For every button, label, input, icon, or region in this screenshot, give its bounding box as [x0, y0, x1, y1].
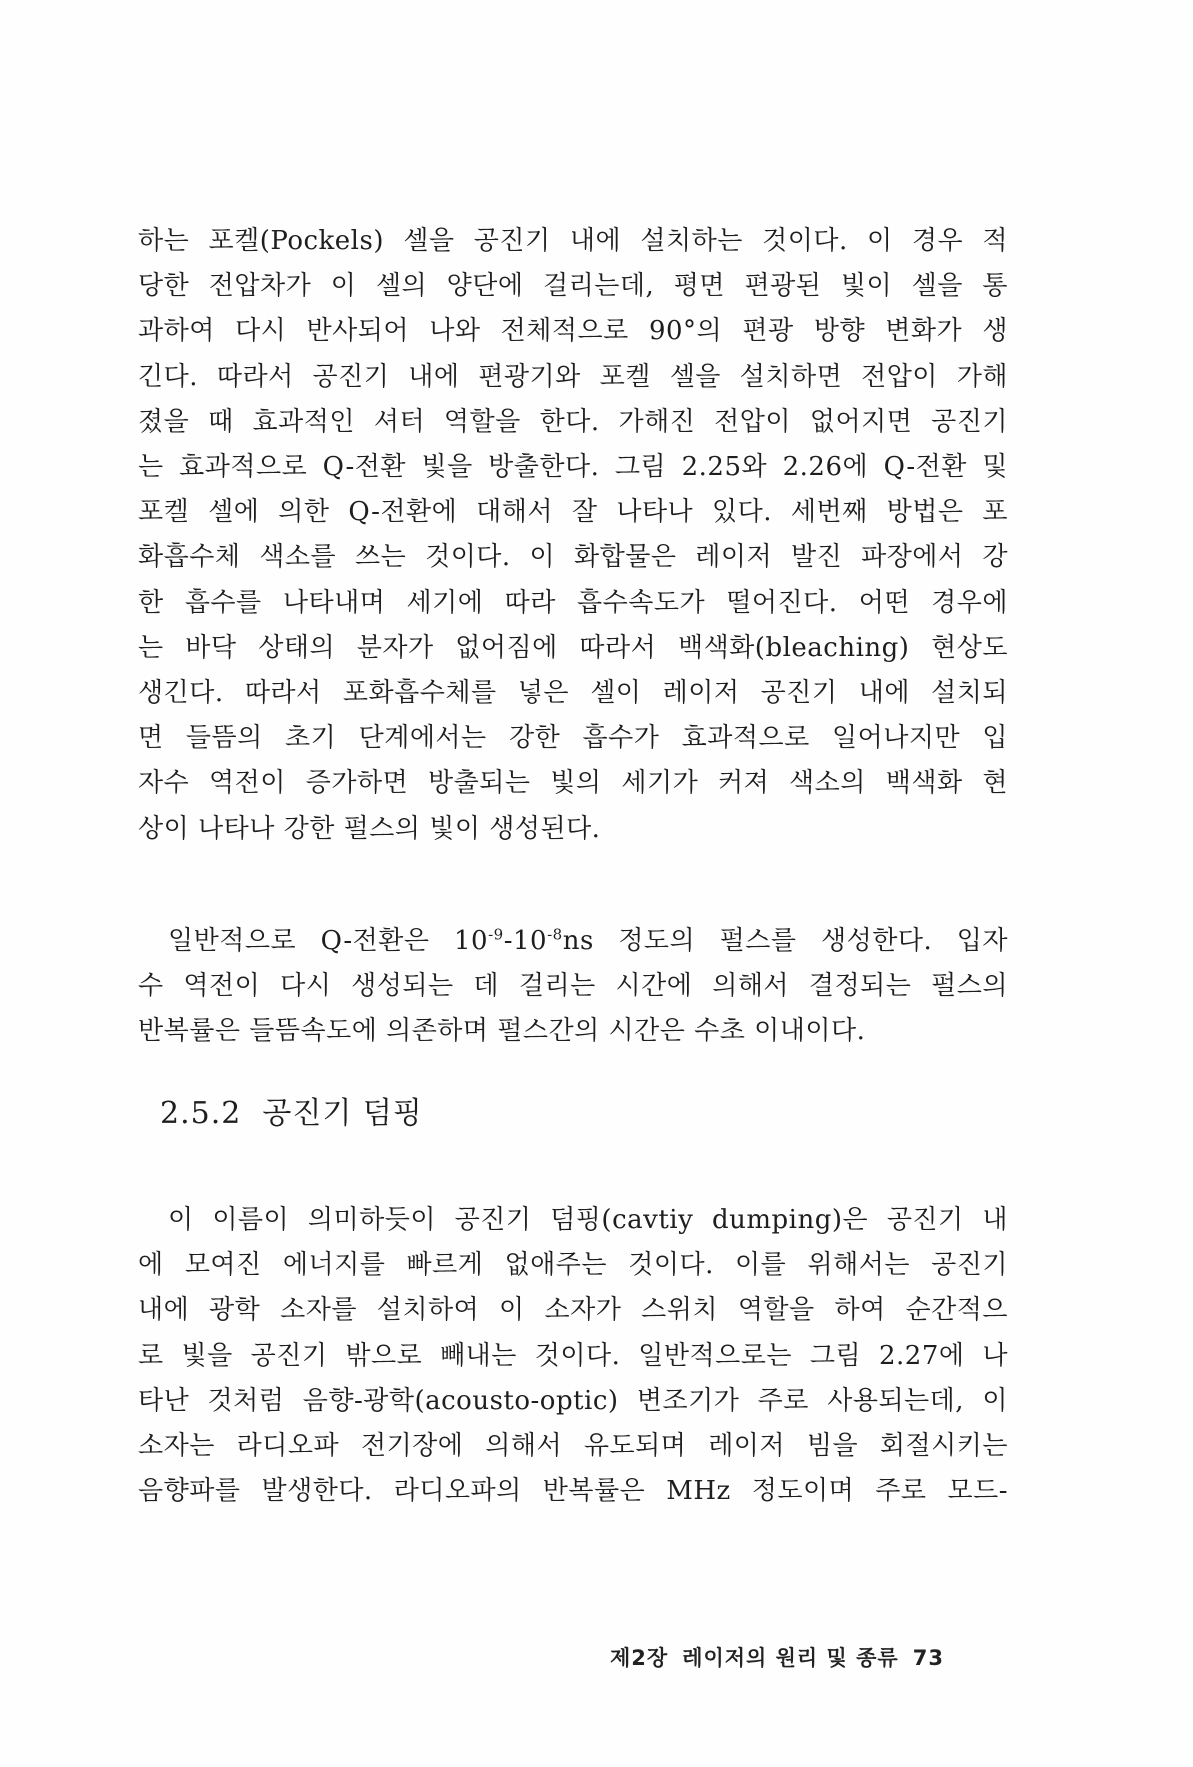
text-line: 로 빛을 공진기 밖으로 빼내는 것이다. 일반적으로는 그림 2.27에 나 [138, 1340, 1008, 1371]
exponent: -8 [547, 925, 563, 944]
chapter-label: 제2장 [610, 1646, 669, 1670]
exponent: -9 [488, 925, 504, 944]
text-line: 면 들뜸의 초기 단계에서는 강한 흡수가 효과적으로 일어나지만 입 [138, 723, 1008, 754]
page-number: 73 [912, 1646, 944, 1670]
paragraph-q-switch-pulse [138, 919, 1008, 1055]
text-line-with-exponents [138, 919, 1008, 964]
text-line: 한 흡수를 나타내며 세기에 따라 흡수속도가 떨어진다. 어떤 경우에 [138, 587, 1008, 618]
text-line: 긴다. 따라서 공진기 내에 편광기와 포켈 셀을 설치하면 전압이 가해 [138, 361, 1008, 392]
text-line: 자수 역전이 증가하면 방출되는 빛의 세기가 커져 색소의 백색화 현 [138, 768, 1008, 799]
section-title: 공진기 덤핑 [262, 1096, 423, 1131]
page-footer [610, 1642, 944, 1672]
text-fragment: -10 [503, 926, 548, 956]
paragraph-pockels-cell [138, 219, 1008, 852]
text-line: 타난 것처럼 음향-광학(acousto-optic) 변조기가 주로 사용되는데, 이 [138, 1385, 1008, 1416]
paragraph-cavity-dumping [138, 1198, 1008, 1514]
text-line: 포켈 셀에 의한 Q-전환에 대해서 잘 나타나 있다. 세번째 방법은 포 [138, 497, 1008, 528]
text-line: 는 효과적으로 Q-전환 빛을 방출한다. 그림 2.25와 2.26에 Q-전환 및 [138, 452, 1008, 483]
text-line: 내에 광학 소자를 설치하여 이 소자가 스위치 역할을 하여 순간적으 [138, 1295, 1008, 1326]
chapter-title: 레이저의 원리 및 종류 [682, 1646, 899, 1670]
text-line: 음향파를 발생한다. 라디오파의 반복률은 MHz 정도이며 주로 모드- [138, 1476, 1008, 1507]
text-line: 화흡수체 색소를 쓰는 것이다. 이 화합물은 레이저 발진 파장에서 강 [138, 542, 1008, 573]
text-fragment: 일반적으로 Q-전환은 10 [168, 926, 489, 956]
text-line: 과하여 다시 반사되어 나와 전체적으로 90°의 편광 방향 변화가 생 [138, 316, 1008, 347]
text-line: 이 이름이 의미하듯이 공진기 덤핑(cavtiy dumping)은 공진기 내 [168, 1205, 1008, 1235]
section-number: 2.5.2 [160, 1096, 242, 1131]
text-line: 생긴다. 따라서 포화흡수체를 넣은 셀이 레이저 공진기 내에 설치되 [138, 678, 1008, 709]
text-line: 소자는 라디오파 전기장에 의해서 유도되며 레이저 빔을 회절시키는 [138, 1431, 1008, 1462]
text-line: 반복률은 들뜸속도에 의존하며 펄스간의 시간은 수초 이내이다. [138, 1016, 866, 1047]
text-line: 수 역전이 다시 생성되는 데 걸리는 시간에 의해서 결정되는 펄스의 [138, 971, 1008, 1002]
text-line: 상이 나타나 강한 펄스의 빛이 생성된다. [138, 813, 601, 844]
text-line: 졌을 때 효과적인 셔터 역할을 한다. 가해진 전압이 없어지면 공진기 [138, 406, 1008, 437]
text-line: 는 바닥 상태의 분자가 없어짐에 따라서 백색화(bleaching) 현상도 [138, 632, 1008, 663]
text-fragment: ns 정도의 펄스를 생성한다. 입자 [562, 926, 1008, 956]
text-line: 당한 전압차가 이 셀의 양단에 걸리는데, 평면 편광된 빛이 셀을 통 [138, 271, 1008, 302]
text-line: 에 모여진 에너지를 빠르게 없애주는 것이다. 이를 위해서는 공진기 [138, 1250, 1008, 1281]
text-line: 하는 포켈(Pockels) 셀을 공진기 내에 설치하는 것이다. 이 경우 적 [138, 226, 1008, 256]
section-heading [160, 1088, 423, 1132]
